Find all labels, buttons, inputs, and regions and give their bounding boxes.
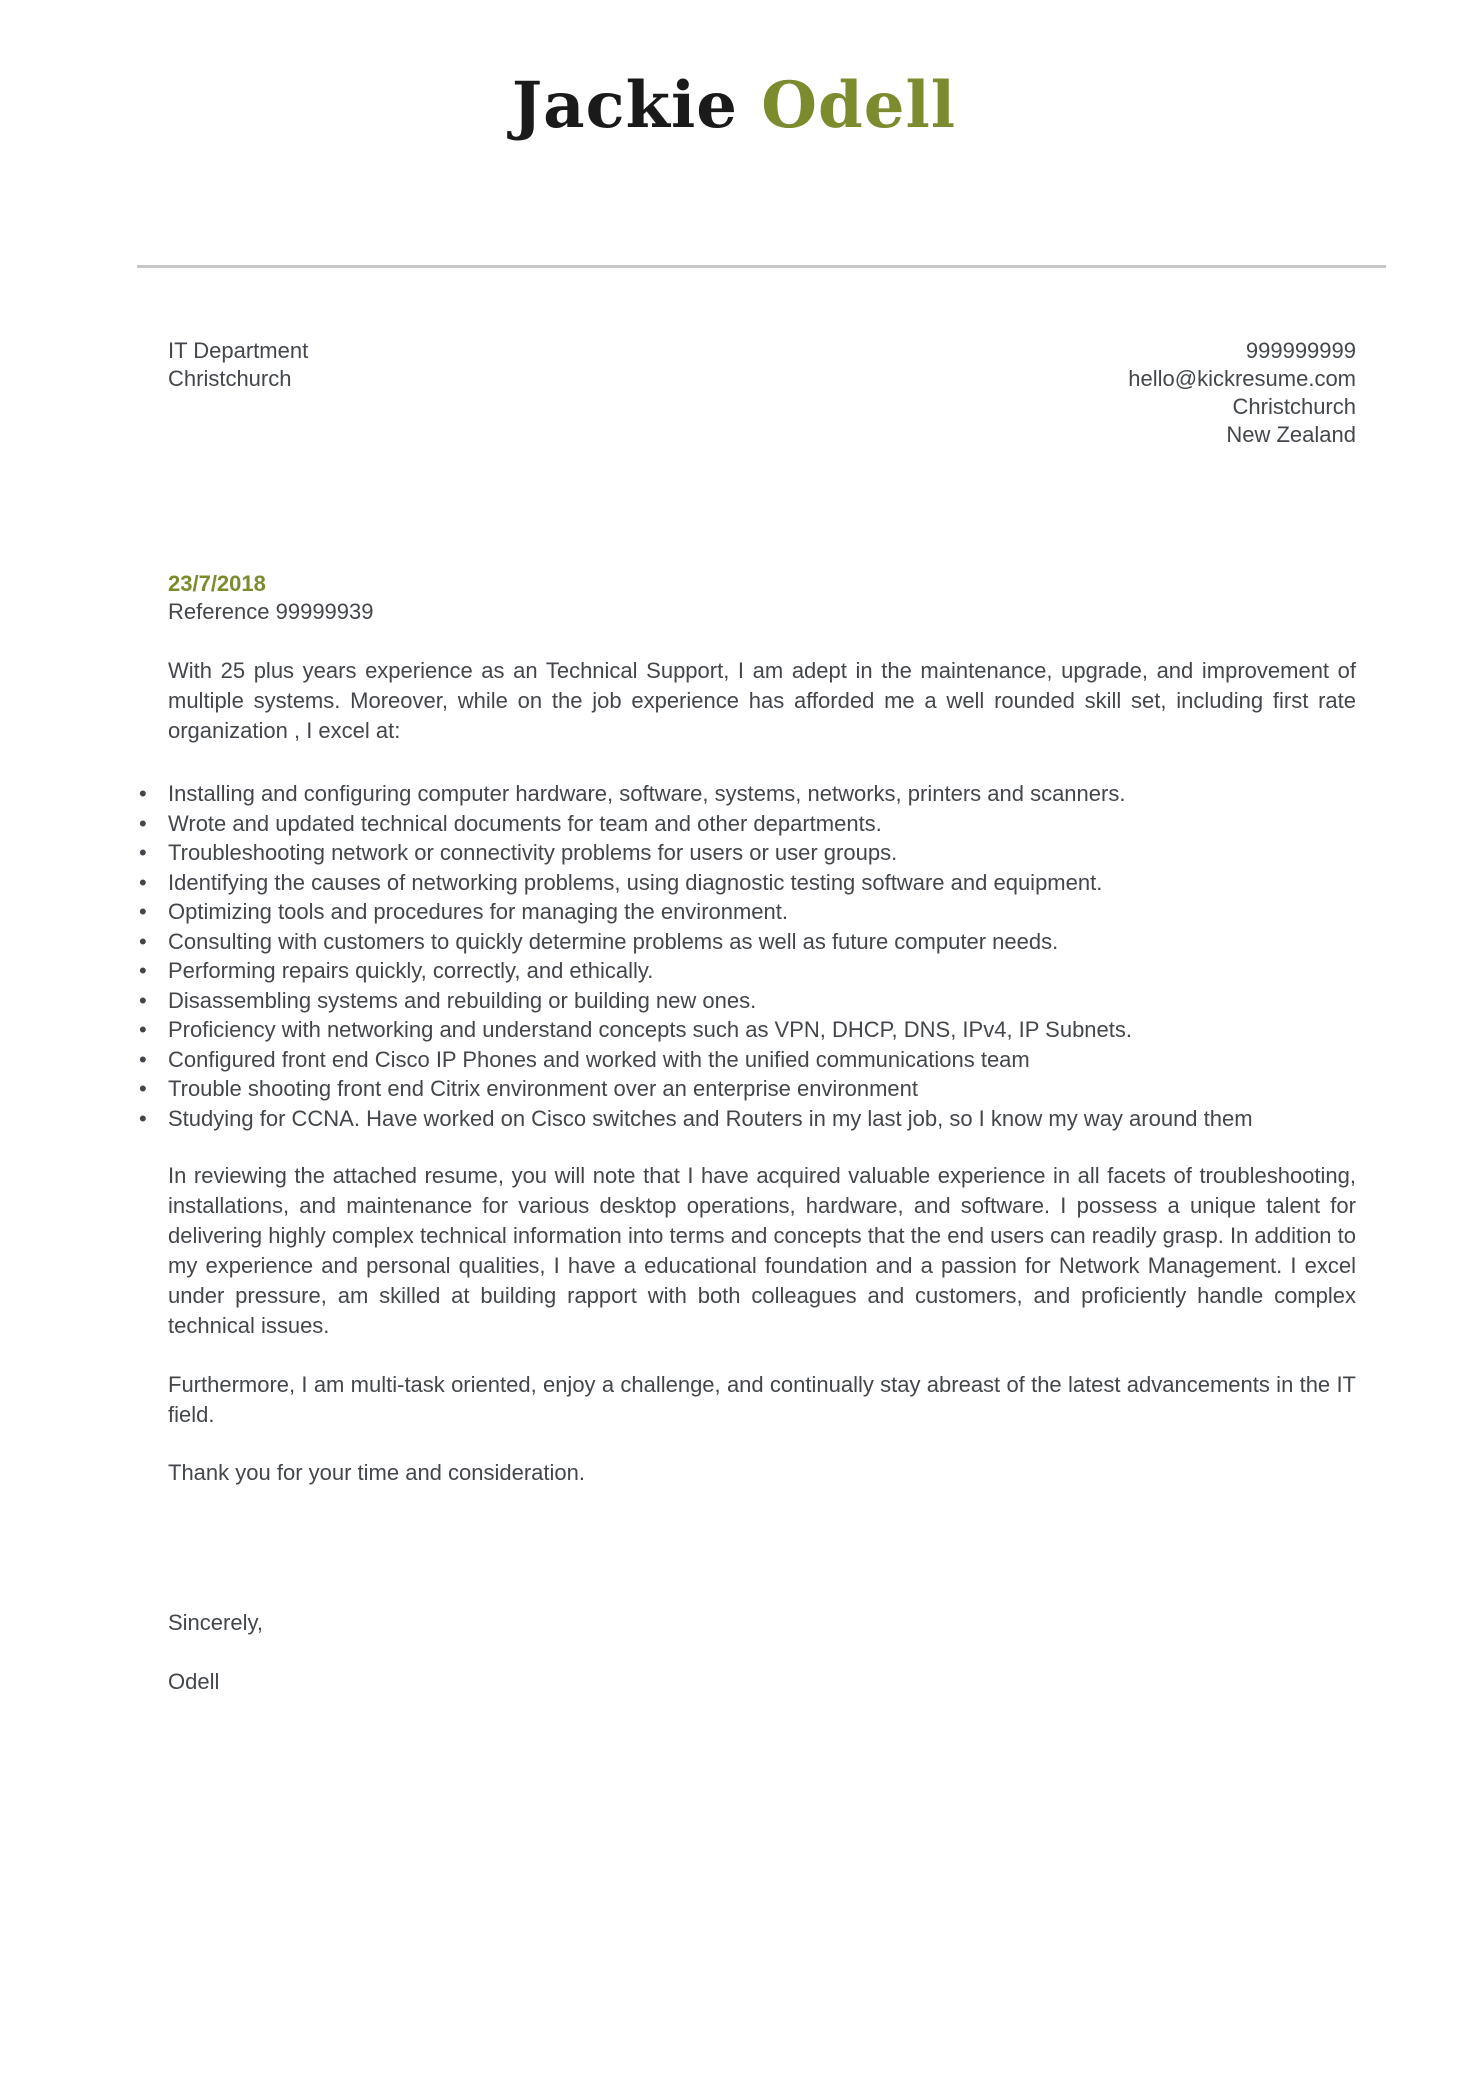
skill-item: • Optimizing tools and procedures for managing the environment. [168,897,1356,927]
sender-contact [1128,337,1356,449]
letter-content [0,337,1468,1697]
recipient-address [168,337,308,449]
skill-item: • Wrote and updated technical documents for team and other departments. [168,809,1356,839]
skill-item: • Trouble shooting front end Citrix environment over an enterprise environment [168,1074,1356,1104]
sender-email: hello@kickresume.com [1128,366,1356,391]
sender-phone: 999999999 [1245,338,1356,363]
skills-list [168,779,1356,1133]
skill-item: • Configured front end Cisco IP Phones and worked with the unified communications team [168,1045,1356,1075]
last-name: Odell [761,68,957,143]
letter-reference: Reference 99999939 [168,599,374,624]
page-title [0,66,1468,146]
skill-item: • Disassembling systems and rebuilding or building new ones. [168,986,1356,1016]
skill-item: • Consulting with customers to quickly determine problems as well as future computer needs. [168,927,1356,957]
skill-item: • Studying for CCNA. Have worked on Cisco switches and Routers in my last job, so I know my way around them [168,1104,1356,1134]
first-name: Jackie [511,68,738,143]
experience-paragraph: In reviewing the attached resume, you will note that I have acquired valuable experience in all facets of troubleshooting, installations, and maintenance for various desktop operations, hardware, and software. I possess a unique talent for delivering highly complex technical information into terms and concepts that the end users can readily grasp. In addition to my experience and personal qualities, I have a educational foundation and a passion for Network Management. I excel under pressure, am skilled at building rapport with both colleagues and customers, and proficiently handle complex technical issues. [168,1163,1356,1338]
recipient-line: Christchurch [168,366,292,391]
skill-item: • Installing and configuring computer hardware, software, systems, networks, printers and scanners. [168,779,1356,809]
skill-item: • Proficiency with networking and understand concepts such as VPN, DHCP, DNS, IPv4, IP Subnets. [168,1015,1356,1045]
letter-date: 23/7/2018 [168,571,266,596]
furthermore-paragraph: Furthermore, I am multi-task oriented, enjoy a challenge, and continually stay abreast of the latest advancements in the IT field. [168,1372,1356,1427]
sender-city: Christchurch [1232,394,1356,419]
signature-name: Odell [168,1669,220,1694]
skill-item: • Performing repairs quickly, correctly, and ethically. [168,956,1356,986]
address-block [168,337,1356,449]
thanks-line: Thank you for your time and consideration. [168,1460,586,1485]
recipient-line: IT Department [168,338,309,363]
sender-country: New Zealand [1226,422,1356,447]
header-divider [137,265,1386,268]
closing-salutation: Sincerely, [168,1610,263,1635]
intro-paragraph: With 25 plus years experience as an Technical Support, I am adept in the maintenance, upgrade, and improvement of multiple systems. Moreover, while on the job experience has afforded me a well rounded skill set, including first rate organization , I excel at: [168,658,1356,743]
skill-item: • Troubleshooting network or connectivity problems for users or user groups. [168,838,1356,868]
skill-item: • Identifying the causes of networking problems, using diagnostic testing software and equipment. [168,868,1356,898]
